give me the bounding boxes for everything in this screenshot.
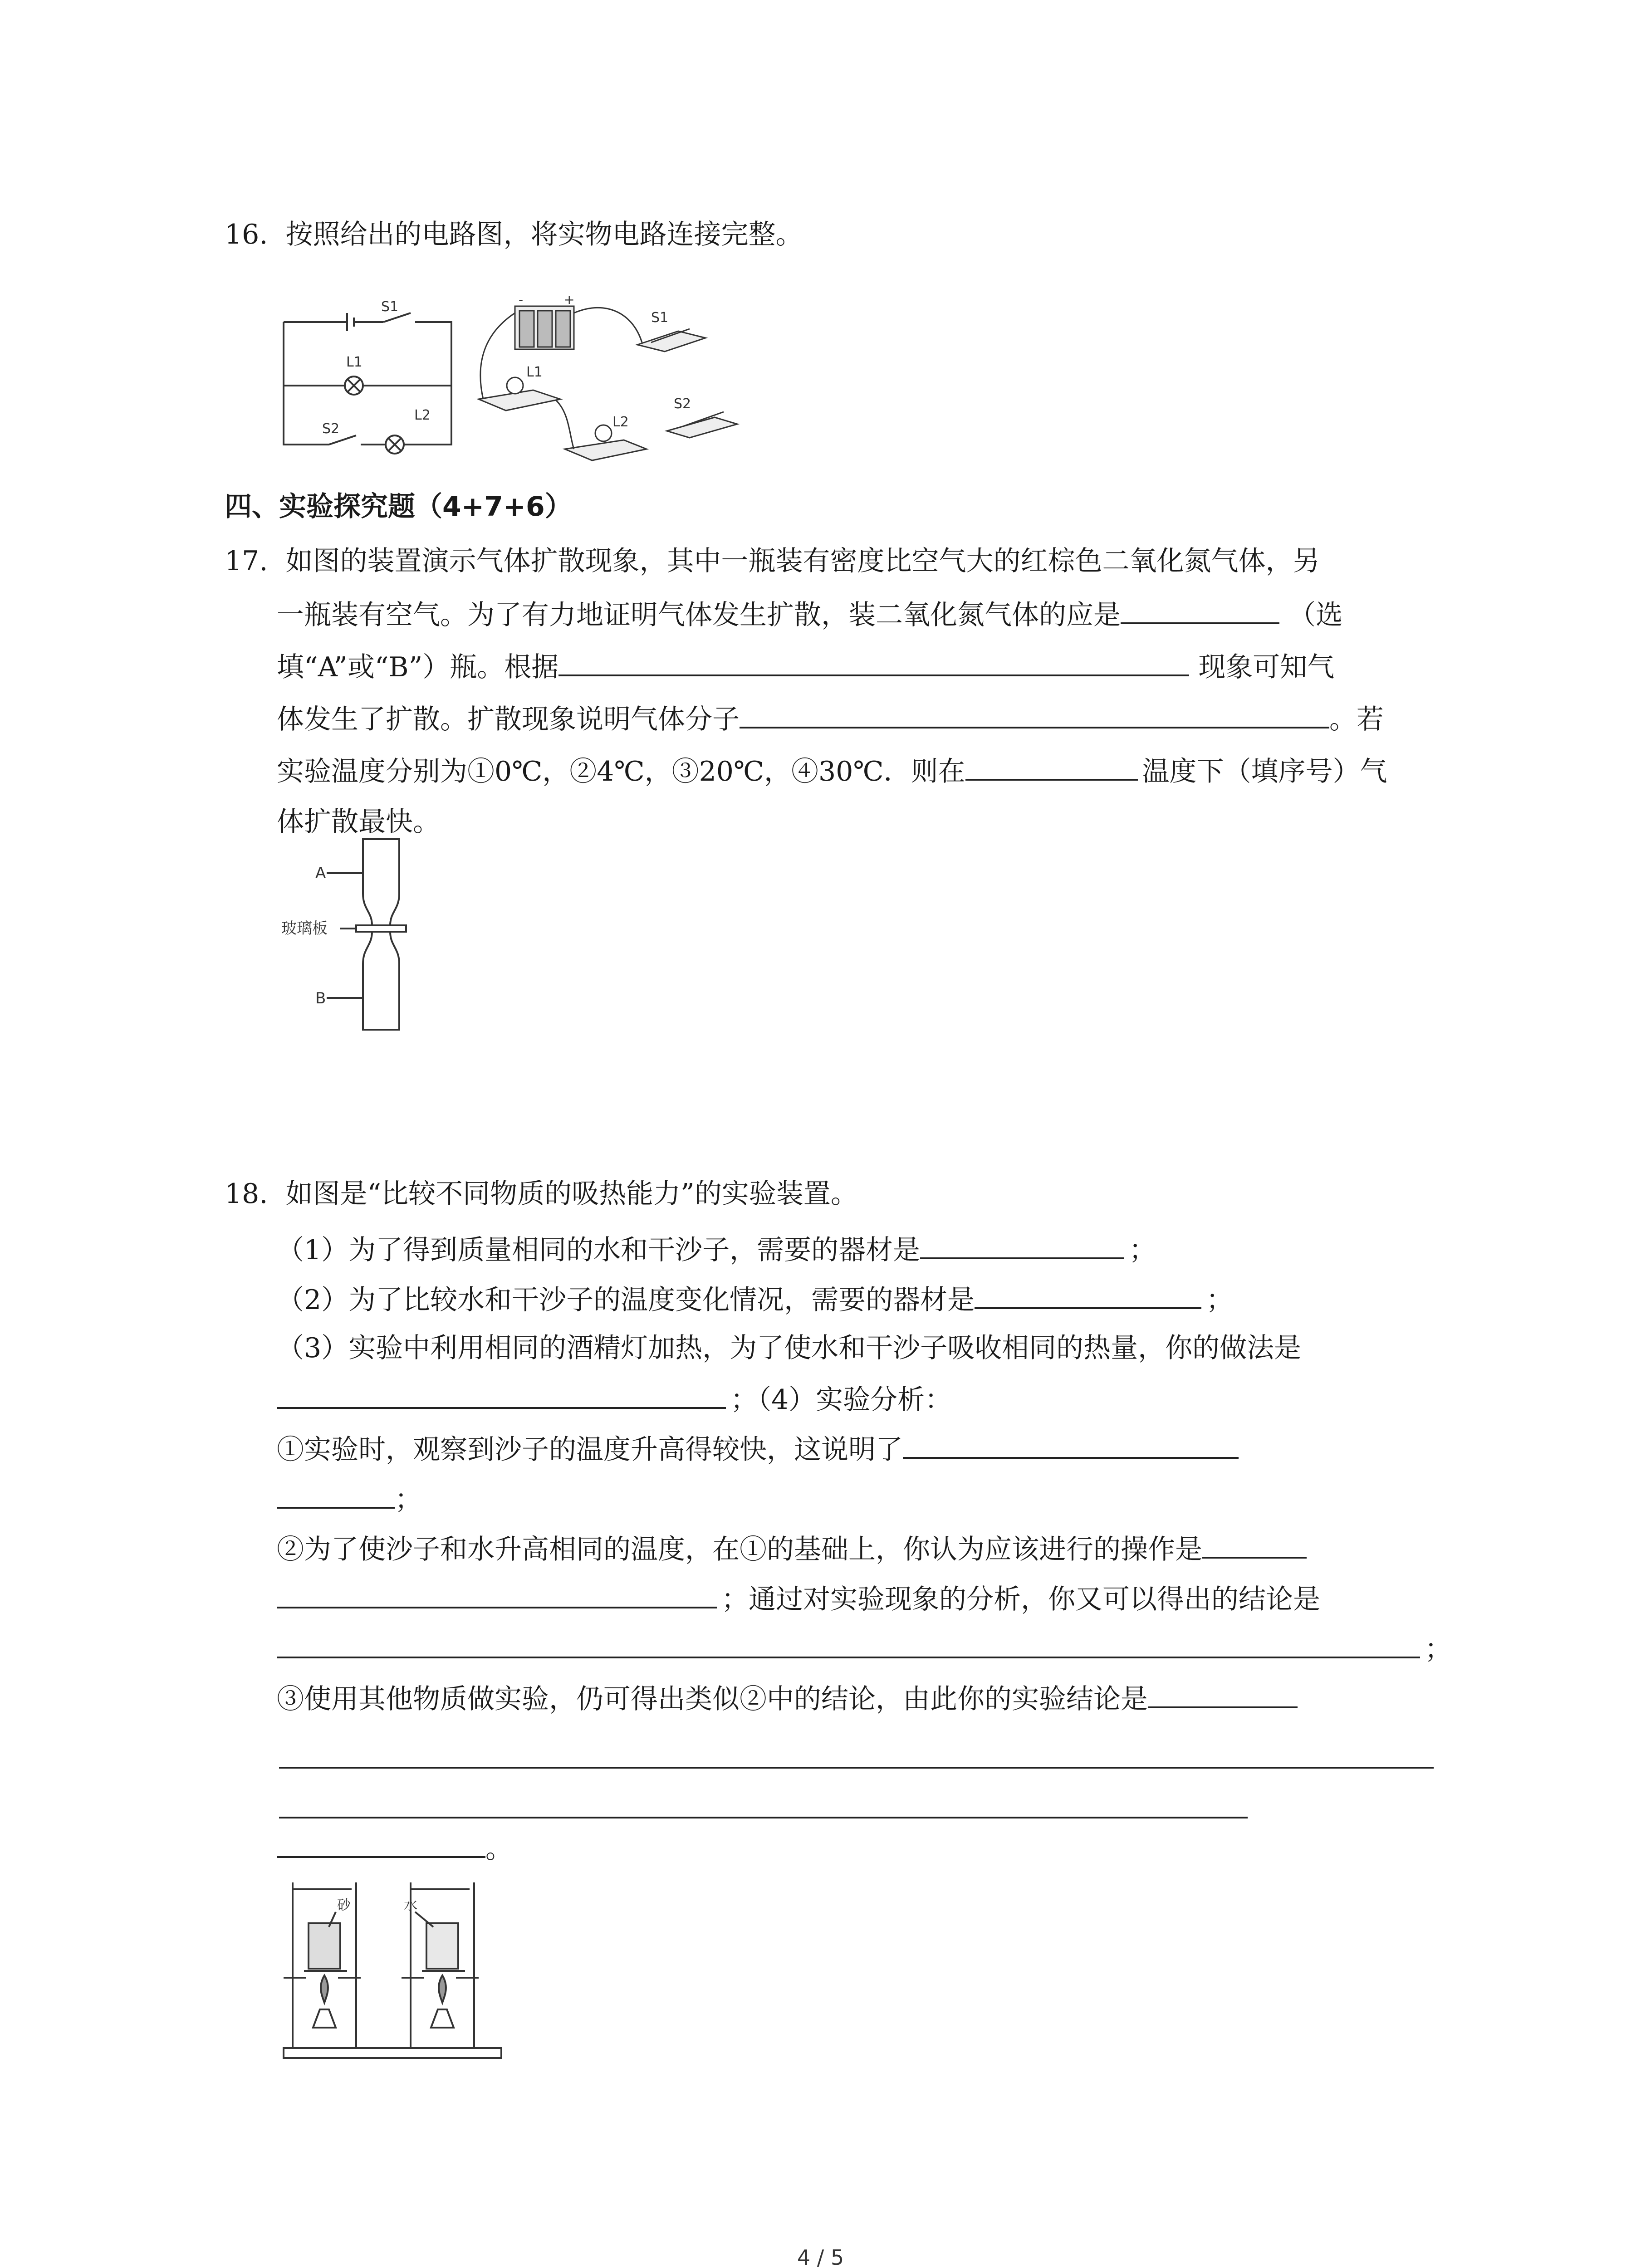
q16-s2-label: S2 [322, 421, 340, 437]
q18-heating-apparatus-diagram [279, 1873, 506, 2064]
q18-analysis3: ③使用其他物质做实验，仍可得出类似②中的结论，由此你的实验结论是 [277, 1678, 1298, 1718]
q18-blank-1[interactable] [920, 1229, 1124, 1259]
q18-blank-5b[interactable] [277, 1579, 717, 1608]
q18-line1: 18. 如图是“比较不同物质的吸热能力”的实验装置。 [225, 1178, 858, 1210]
q16-phys-l2-label: L2 [612, 414, 629, 430]
page-number: 4 / 5 [797, 2245, 844, 2268]
q18-blank-3[interactable] [277, 1379, 726, 1409]
q17-blank-2[interactable] [558, 646, 1189, 676]
q17-line3: 填“A”或“B”）瓶。根据 现象可知气 [277, 646, 1334, 686]
q18-answer-line-2[interactable] [279, 1817, 1248, 1818]
q18-label-sand: 砂 [337, 1897, 351, 1913]
q18-analysis1: ①实验时，观察到沙子的温度升高得较快，这说明了 [277, 1429, 1239, 1469]
q18-blank-8[interactable] [277, 1828, 485, 1858]
q18-analysis2c: ； [277, 1628, 1452, 1668]
q18-part1: （1）为了得到质量相同的水和干沙子，需要的器材是 ； [277, 1229, 1156, 1269]
q17-line6: 体扩散最快。 [277, 806, 440, 838]
q18-analysis2: ②为了使沙子和水升高相同的温度，在①的基础上，你认为应该进行的操作是 [277, 1529, 1307, 1569]
q17-label-glass: 玻璃板 [281, 919, 328, 938]
q16-line [225, 215, 803, 254]
q17-number: 17. [225, 545, 268, 577]
q17-blank-3[interactable] [740, 699, 1329, 728]
q18-blank-7[interactable] [1148, 1678, 1298, 1708]
q17-diffusion-diagram [277, 835, 426, 1039]
q17-blank-4[interactable] [965, 751, 1138, 781]
q16-phys-l1-label: L1 [526, 364, 543, 380]
q18-blank-4[interactable] [903, 1429, 1239, 1459]
q18-analysis1b: ； [277, 1479, 422, 1519]
q18-blank-2[interactable] [975, 1279, 1201, 1309]
q17-line1: 17. 如图的装置演示气体扩散现象，其中一瓶装有密度比空气大的红棕色二氧化氮气体，另 [225, 545, 1320, 577]
q17-label-b: B [315, 989, 326, 1007]
q18-number: 18. [225, 1178, 268, 1210]
q17-line2: 一瓶装有空气。为了有力地证明气体发生扩散，装二氧化氮气体的应是 （选 [277, 594, 1343, 634]
q17-line5: 实验温度分别为①0℃，②4℃，③20℃，④30℃．则在 温度下（填序号）气 [277, 751, 1387, 791]
q16-circuit-diagram [279, 295, 742, 467]
q16-l2-label: L2 [414, 407, 431, 423]
q18-analysis3-end: 。 [277, 1828, 513, 1868]
q18-label-water: 水 [404, 1897, 417, 1913]
q16-schematic [284, 313, 451, 454]
section4-title: 四、实验探究题（4+7+6） [225, 491, 572, 523]
q16-minus-label: - [519, 295, 524, 307]
q16-text: 按照给出的电路图，将实物电路连接完整。 [285, 219, 803, 250]
q16-phys-s1-label: S1 [651, 310, 669, 326]
q18-analysis2b: ；通过对实验现象的分析，你又可以得出的结论是 [277, 1579, 1320, 1618]
q16-physical-circuit [479, 306, 737, 460]
q18-part3b: ；（4）实验分析： [277, 1379, 952, 1419]
q16-l1-label: L1 [346, 354, 362, 370]
q16-plus-label: + [564, 295, 575, 307]
q17-label-a: A [315, 864, 326, 882]
q18-part2: （2）为了比较水和干沙子的温度变化情况，需要的器材是 ； [277, 1279, 1233, 1319]
q17-line4: 体发生了扩散。扩散现象说明气体分子 。若 [277, 699, 1384, 738]
q16-phys-s2-label: S2 [674, 396, 691, 412]
q16-s1-label: S1 [381, 299, 399, 315]
q18-blank-5[interactable] [1202, 1529, 1307, 1559]
q18-part3: （3）实验中利用相同的酒精灯加热，为了使水和干沙子吸收相同的热量，你的做法是 [277, 1332, 1302, 1364]
q16-number: 16. [225, 219, 268, 250]
q18-blank-4b[interactable] [277, 1479, 395, 1509]
q17-blank-1[interactable] [1121, 594, 1279, 624]
q18-blank-6[interactable] [277, 1628, 1420, 1658]
q18-answer-line-1[interactable] [279, 1767, 1434, 1769]
